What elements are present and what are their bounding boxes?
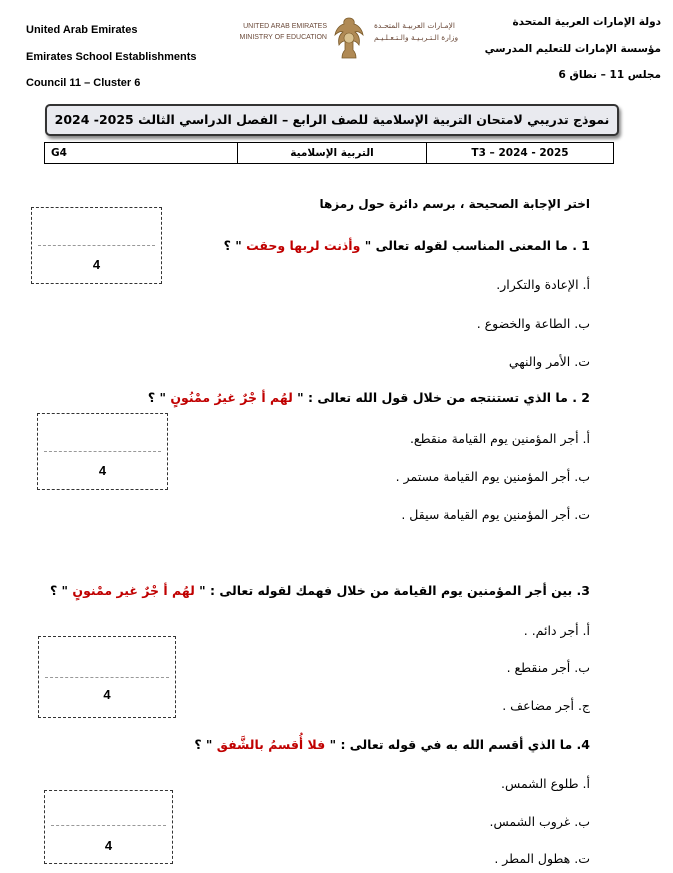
q2-option-a[interactable]: أ. أجر المؤمنين يوم القيامة منقطع. [409, 431, 590, 446]
logo-ar-line1: الإمـارات العربيـة المتحـدة [374, 21, 455, 30]
question-3-end: " ؟ [49, 583, 73, 598]
question-3-text: 3. بين أجر المؤمنين يوم القيامة من خلال فهمك لقوله تعالى : " [194, 583, 590, 598]
question-2-text: 2 . ما الذي تستنتجه من خلال قول الله تعالى : " [292, 390, 590, 405]
falcon-emblem-icon [332, 16, 366, 62]
header-en-country: United Arab Emirates [26, 24, 138, 36]
question-4-end: " ؟ [194, 737, 217, 752]
q4-option-a[interactable]: أ. طلوع الشمس. [501, 776, 590, 791]
header-en-establishment: Emirates School Establishments [26, 51, 197, 63]
exam-title-box [45, 104, 619, 136]
q3-option-c[interactable]: ج. أجر مضاعف . [502, 698, 590, 713]
q1-option-c[interactable]: ت. الأمر والنهي [508, 354, 590, 369]
q2-option-b[interactable]: ب. أجر المؤمنين يوم القيامة مستمر . [395, 469, 590, 484]
question-1 [224, 238, 590, 253]
q3-mark: 4 [103, 687, 111, 702]
exam-title: نموذج تدريبي لامتحان التربية الإسلامية للصف الرابع – الفصل الدراسي الثالث 2025- 2024 [54, 112, 610, 127]
question-2-quote: لهُم أ جْرٌ غيرُ ممْنُونٍ [170, 390, 293, 405]
q4-option-c[interactable]: ت. هطول المطر . [494, 851, 590, 866]
question-3 [50, 583, 590, 598]
q1-mark: 4 [92, 257, 101, 272]
q4-mark: 4 [104, 838, 113, 853]
q1-option-b[interactable]: ب. الطاعة والخضوع . [476, 316, 590, 331]
q1-option-a[interactable]: أ. الإعادة والتكرار. [496, 277, 590, 292]
q2-mark: 4 [98, 463, 107, 478]
q3-option-a[interactable]: أ. أجر دائم. . [523, 623, 590, 638]
question-3-quote: لهُم أ جْرٌ غير ممْنونٍ [72, 583, 195, 598]
q4-mark-box [44, 790, 173, 864]
question-4-text: 4. ما الذي أقسم الله به في قوله تعالى : " [325, 737, 590, 752]
subject-cell: التربية الإسلامية [238, 143, 427, 164]
question-2-end: " ؟ [147, 390, 171, 405]
ministry-logo [228, 16, 473, 66]
header-ar-establishment: مؤسسة الإمارات للتعليم المدرسي [484, 43, 661, 55]
header-ar-council: مجلس 11 – نطاق 6 [558, 69, 661, 81]
q2-option-c[interactable]: ت. أجر المؤمنين يوم القيامة سيقل . [401, 507, 590, 522]
logo-ar-line2: وزارة الـتـربـيـة والـتـعـلـيـم [374, 33, 459, 42]
question-1-end: " ؟ [223, 238, 247, 253]
header-ar-country: دولة الإمارات العربية المتحدة [512, 16, 661, 28]
question-1-text: 1 . ما المعنى المناسب لقوله تعالى " [360, 238, 590, 253]
term-cell: T3 – 2024 - 2025 [427, 143, 614, 164]
question-4 [194, 737, 590, 752]
question-4-quote: فلا أُقسمُ بالشَّفق [216, 737, 326, 752]
instructions: اختر الإجابة الصحيحة ، برسم دائرة حول رمزها [319, 197, 590, 211]
q3-option-b[interactable]: ب. أجر منقطع . [506, 660, 590, 675]
logo-en-line2: MINISTRY OF EDUCATION [239, 34, 327, 41]
q1-mark-box [31, 207, 162, 284]
question-1-quote: وأذنت لربها وحقت [246, 238, 361, 253]
question-2 [148, 390, 590, 405]
info-table [44, 142, 614, 164]
q3-mark-box [38, 636, 176, 718]
q4-option-b[interactable]: ب. غروب الشمس. [489, 814, 590, 829]
logo-en-line1: UNITED ARAB EMIRATES [243, 23, 327, 30]
q2-mark-box [37, 413, 168, 490]
grade-cell: G4 [45, 143, 238, 164]
header-en-council: Council 11 – Cluster 6 [26, 77, 141, 89]
